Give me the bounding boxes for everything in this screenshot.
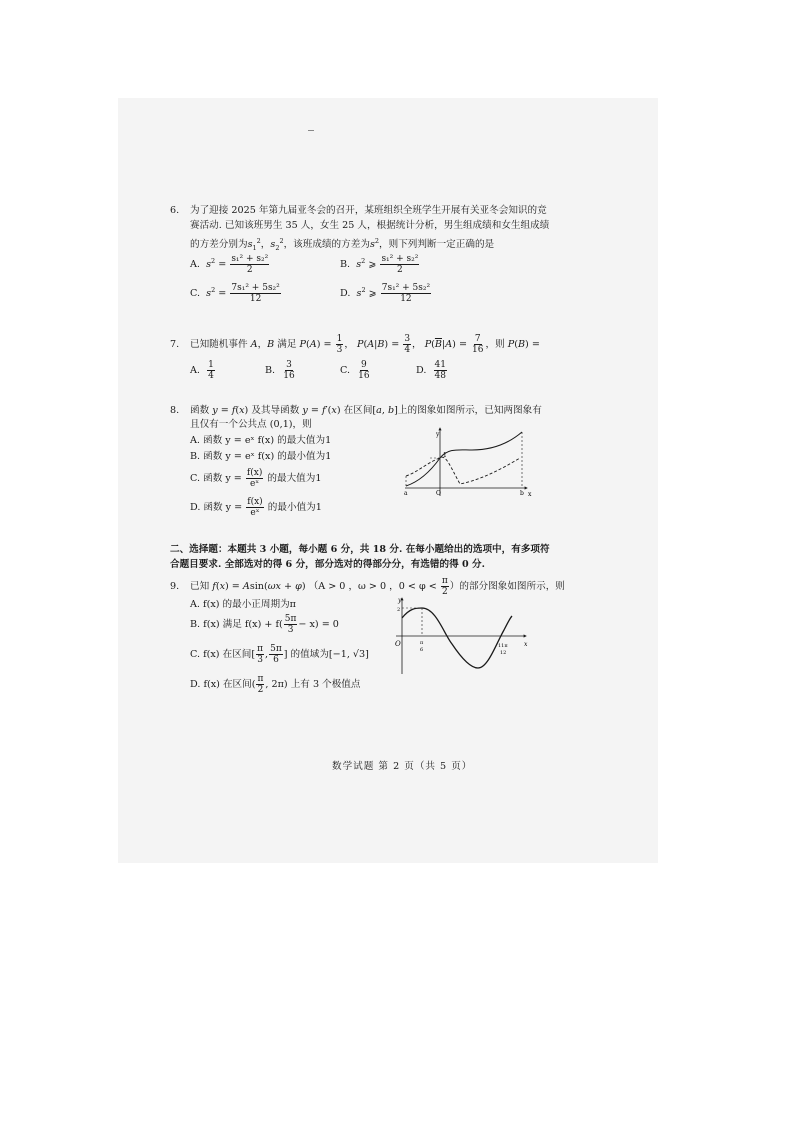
q9-label-o: O (395, 640, 401, 648)
q6-option-d-fraction: $\frac{\text{7s₁² + 5s₂²}}{12}$ (381, 283, 431, 305)
q6-number: 6. (170, 205, 180, 216)
q9-label-2: 2 (397, 607, 401, 613)
section2-line2: 合题目要求. 全部选对的得 6 分，部分选对的得部分分，有选错的得 0 分. (170, 559, 485, 570)
q9-graph (392, 594, 532, 676)
q9-sine-curve (402, 608, 512, 668)
q8-curve-f (406, 432, 522, 486)
q7-option-b[interactable]: B. $\frac{3}{16}$ (265, 360, 295, 381)
q6-text-line2: 赛活动. 已知该班男生 35 人，女生 25 人，根据统计分析，男生组成绩和女生组成绩 (190, 220, 550, 231)
q6-option-c-label: C. (190, 288, 201, 300)
q8-label-y: y (436, 431, 440, 438)
q8-graph (400, 424, 535, 499)
q8-number: 8. (170, 405, 180, 416)
q6-option-c-fraction: $\frac{\text{7s₁² + 5s₂²}}{12}$ (231, 283, 280, 305)
page-footer: 数学试题 第 2 页（共 5 页） (332, 761, 473, 772)
q7-stem: 7. 已知随机事件 A，B 满足 P(A) = $\frac{1}{3}$ ， P(A|B) = $\frac{3}{4}$ ， $P(\overline{B}|A)$ = $\frac{7}{16}$ ，则 P(B) = (170, 334, 540, 355)
q6-option-a-fraction: $\frac{\text{s₁² + s₂²}}{2}$ (231, 254, 269, 276)
q7-option-c[interactable]: C. $\frac{9}{16}$ (340, 360, 370, 381)
q6-option-b-fraction: $\frac{\text{s₁² + s₂²}}{2}$ (381, 254, 419, 276)
q8-label-o: O (436, 490, 441, 497)
q9-label-y: y (398, 597, 402, 604)
q6-option-d-label: D. (340, 288, 351, 300)
q9-option-b[interactable]: B. f(x) 满足 f(x) + f( $\frac{5\pi}{3}$ − x) = 0 (190, 614, 339, 635)
q6-option-c[interactable]: C. $s^2$ = $\frac{\text{7s₁² + 5s₂²}}{12}$ (190, 283, 280, 305)
q7-text-b: 满足 (277, 339, 297, 350)
q9-option-a[interactable]: A. f(x) 的最小正周期为π (190, 599, 296, 610)
q6-option-a[interactable]: A. $s^2$ = $\frac{\text{s₁² + s₂²}}{2}$ (190, 254, 269, 276)
q6-text-line3b: ， (260, 239, 271, 251)
scan-mark (308, 130, 314, 131)
q6-option-b[interactable]: B. $s^2$ ⩾ $\frac{\text{s₁² + s₂²}}{2}$ (340, 254, 419, 276)
q6-text-line3d: ，则下列判断一定正确的是 (379, 239, 495, 251)
q9-number: 9. (170, 581, 180, 592)
section2-line1: 二、选择题：本题共 3 小题，每小题 6 分，共 18 分. 在每小题给出的选项中，有多项符 (170, 544, 550, 555)
q8-line1: 8. 函数 y = f(x) 及其导函数 y = f′(x) 在区间[a, b]上的图象如图所示，已知两图象有 (170, 405, 542, 416)
q8-option-d[interactable]: D. 函数 y = $\frac{f(x)}{\text{eˣ}}$ 的最小值为1 (190, 497, 322, 518)
q7-text-a: 已知随机事件 (190, 339, 248, 350)
q9-option-c[interactable]: C. f(x) 在区间[ $\frac{\pi}{3}$ , $\frac{5\pi}{6}$ ] 的值域为[−1, √3] (190, 644, 369, 665)
q6-option-a-label: A. (190, 259, 200, 271)
q6-option-d[interactable]: D. $s^2$ ⩾ $\frac{\text{7s₁² + 5s₂²}}{12}$ (340, 283, 431, 305)
q9-label-11pi12-den: 12 (500, 650, 507, 656)
q7-number: 7. (170, 339, 180, 350)
q6-option-b-label: B. (340, 259, 351, 271)
q7-text-c: ，则 (485, 339, 505, 350)
q6-text-line1: 为了迎接 2025 年第九届亚冬会的召开，某班组织全班学生开展有关亚冬会知识的竞 (190, 205, 547, 216)
q8-curve-fprime (406, 457, 520, 484)
q6-text-line3a: 的方差分别为 (190, 239, 248, 251)
q8-option-b[interactable]: B. 函数 y = eˣ f(x) 的最小值为1 (190, 451, 332, 462)
q9-option-d[interactable]: D. f(x) 在区间( $\frac{\pi}{2}$ , 2π) 上有 3 个极值点 (190, 674, 361, 695)
q7-option-d[interactable]: D. $\frac{41}{48}$ (416, 360, 446, 381)
q6-text-line3c: ，该班成绩的方差为 (283, 239, 370, 251)
q8-option-c[interactable]: C. 函数 y = $\frac{f(x)}{\text{eˣ}}$ 的最大值为1 (190, 468, 322, 489)
q9-stem: 9. 已知 f(x) = Asin(ωx + φ) （A > 0 ，ω > 0 ，0 < φ < $\frac{\pi}{2}$ ）的部分图象如图所示，则 (170, 576, 565, 597)
q9-label-pi6-num: π (420, 640, 424, 646)
q6-line3: 的方差分别为$s_1^2$，$s_2^2$，该班成绩的方差为$s^2$，则下列判断一定正确的是 (190, 237, 495, 253)
q7-option-a[interactable]: A. $\frac{1}{4}$ (190, 360, 214, 381)
q8-label-a: a (404, 490, 408, 497)
q8-line2: 且仅有一个公共点 (0,1)，则 (190, 419, 312, 430)
q8-label-x: x (528, 491, 532, 498)
q8-option-a[interactable]: A. 函数 y = eˣ f(x) 的最大值为1 (190, 435, 332, 446)
q9-label-11pi12-num: 11π (498, 643, 508, 649)
q8-label-b: b (520, 490, 524, 497)
q9-label-x: x (524, 641, 528, 648)
q9-label-pi6-den: 6 (420, 647, 424, 653)
q8-label-1: 1 (443, 452, 447, 459)
q6-line1 (170, 204, 547, 218)
